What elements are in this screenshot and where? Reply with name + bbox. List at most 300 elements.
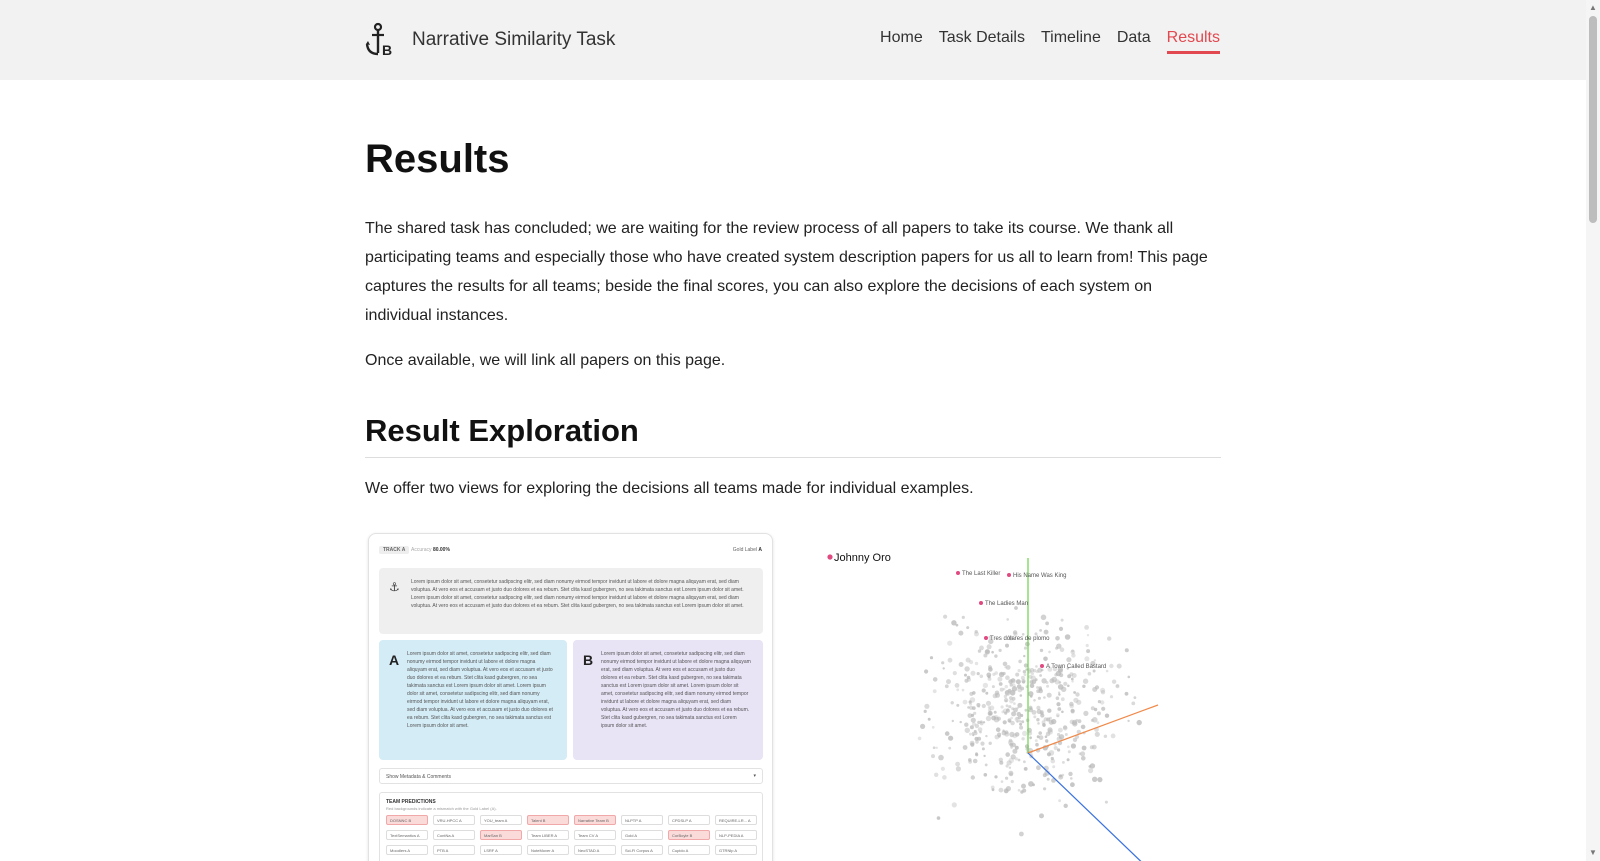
nav-link-timeline[interactable]: Timeline <box>1040 29 1101 46</box>
embedding-point <box>1111 734 1116 739</box>
embedding-point <box>1001 780 1004 783</box>
embedding-point <box>1042 723 1046 727</box>
embedding-point <box>996 727 1001 732</box>
embedding-point <box>1022 731 1027 736</box>
embedding-point <box>1051 677 1057 683</box>
embedding-point <box>1021 679 1025 683</box>
embedding-point <box>1068 772 1072 776</box>
embedding-point <box>1005 644 1009 648</box>
embedding-point <box>1031 675 1036 680</box>
embedding-point <box>966 626 969 629</box>
embedding-point <box>924 704 929 709</box>
embedding-point <box>1048 651 1051 654</box>
embedding-point <box>1010 746 1013 749</box>
embedding-point <box>989 742 992 745</box>
embedding-point <box>1066 657 1071 662</box>
gold-label: Gold Label A <box>732 547 762 553</box>
embedding-point <box>986 673 991 678</box>
story-point-label: The Last Killer <box>962 571 1001 577</box>
embedding-point <box>1036 718 1039 721</box>
embedding-point <box>988 677 992 681</box>
embedding-point <box>999 649 1002 652</box>
embedding-point <box>1083 711 1088 716</box>
embedding-point <box>1028 691 1033 696</box>
embedding-point <box>947 641 952 646</box>
embedding-point <box>1071 710 1075 714</box>
embedding-point <box>971 775 975 779</box>
chevron-down-icon: ▾ <box>753 773 756 779</box>
embedding-point <box>1033 669 1036 672</box>
embedding-point <box>987 644 992 649</box>
embedding-point <box>1029 736 1032 739</box>
embedding-point <box>988 665 992 669</box>
embedding-scatter-plot[interactable] <box>813 533 1221 861</box>
embedding-point <box>1036 686 1039 689</box>
embedding-point <box>955 683 960 688</box>
nav-link-results[interactable]: Results <box>1167 29 1220 54</box>
embedding-point <box>972 734 974 736</box>
embedding-point <box>1094 659 1096 661</box>
intro-paragraph: The shared task has concluded; we are waiting for the review process of all papers to take its course. We thank all participating teams and especially those who have created system description papers for us all to learn from! This page captures the results for all teams; beside the final scores, you can also explore the decisions of each system on individual instances. <box>365 220 1208 324</box>
embedding-point <box>1039 629 1042 632</box>
embedding-point <box>1013 708 1018 713</box>
embedding-point <box>1054 746 1058 750</box>
anchor-b-icon <box>365 22 397 58</box>
team-prediction-chip: MarSan B <box>480 830 522 840</box>
embedding-3d-view[interactable] <box>813 533 1221 861</box>
embedding-point <box>1043 696 1046 699</box>
embedding-point <box>1046 685 1049 688</box>
embedding-point <box>1009 739 1013 743</box>
embedding-point <box>933 746 936 749</box>
embedding-point <box>951 701 954 704</box>
embedding-point <box>1023 760 1026 763</box>
embedding-point <box>1065 634 1071 640</box>
option-a-letter: A <box>389 652 400 668</box>
embedding-point <box>964 674 967 677</box>
embedding-point <box>1045 622 1049 626</box>
highlighted-story-point <box>827 554 832 559</box>
embedding-point <box>1030 680 1034 684</box>
embedding-point <box>991 651 994 654</box>
scrollbar-thumb[interactable] <box>1589 16 1597 223</box>
embedding-point <box>1037 709 1042 714</box>
embedding-point <box>1024 647 1027 650</box>
embedding-point <box>1095 732 1100 737</box>
nav-link-task-details[interactable]: Task Details <box>938 29 1025 46</box>
embedding-point <box>1025 709 1028 712</box>
site-title: Narrative Similarity Task <box>412 29 616 50</box>
option-b-text: Lorem ipsum dolor sit amet, consetetur sadipscing elitr, sed diam nonumy eirmod tempor invidunt ut labore et dolore magna aliquyam erat, sed diam voluptua. At vero eos et accusam et justo duo dolores et ea rebum. Stet clita kasd gubergren, no sea takimata sanctus est Lorem ipsum dolor sit amet. Lorem ipsum dolor sit amet, consetetur sadipscing elitr, sed diam nonumy eirmod tempor invidunt ut labore et dolore magna aliquyam erat, sed diam voluptua. At vero eos et accusam et justo duo dolores et ea rebum. Stet clita kasd gubergren, no sea takimata sanctus est Lorem ipsum dolor sit amet. <box>601 651 751 729</box>
embedding-point <box>1131 702 1135 706</box>
embedding-point <box>1134 696 1137 699</box>
story-point-label: The Ladies Man <box>985 601 1029 607</box>
embedding-point <box>1045 740 1048 743</box>
embedding-point <box>969 703 972 706</box>
embedding-point <box>969 733 972 736</box>
embedding-point <box>999 672 1004 677</box>
embedding-point <box>1010 683 1013 686</box>
embedding-point <box>1010 678 1015 683</box>
embedding-point <box>1070 782 1075 787</box>
main-nav <box>864 29 1220 54</box>
embedding-point <box>1031 672 1034 675</box>
team-prediction-chip: ContNa A <box>433 830 475 840</box>
embedding-point <box>995 691 999 695</box>
embedding-point <box>1047 752 1051 756</box>
embedding-point <box>1097 721 1100 724</box>
embedding-point <box>936 747 938 749</box>
embedding-point <box>999 761 1003 765</box>
embedding-point <box>1071 743 1076 748</box>
embedding-point <box>1002 730 1004 732</box>
embedding-point <box>1012 749 1017 754</box>
embedding-point <box>1012 733 1017 738</box>
team-prediction-chip: Gold A <box>621 830 663 840</box>
scroll-up-arrow-icon[interactable]: ▲ <box>1589 3 1597 12</box>
embedding-point <box>930 656 933 659</box>
embedding-point <box>1005 685 1008 688</box>
embedding-point <box>1035 632 1038 635</box>
embedding-point <box>1125 648 1129 652</box>
embedding-point <box>1105 801 1108 804</box>
embedding-point <box>1039 674 1042 677</box>
metadata-toggle[interactable] <box>379 768 763 784</box>
team-prediction-chip: GTRNlp A <box>715 845 757 855</box>
embedding-point <box>973 759 978 764</box>
embedding-point <box>972 722 976 726</box>
embedding-point <box>1061 711 1064 714</box>
embedding-point <box>1038 731 1042 735</box>
embedding-point <box>1046 718 1050 722</box>
embedding-point <box>1023 670 1026 673</box>
embedding-point <box>1081 756 1086 761</box>
embedding-point <box>972 691 976 695</box>
team-predictions-panel <box>379 792 763 861</box>
embedding-point <box>1071 678 1074 681</box>
embedding-point <box>1088 768 1093 773</box>
embedding-point <box>994 671 998 675</box>
embedding-point <box>1035 665 1038 668</box>
embedding-point <box>1015 757 1018 760</box>
embedding-point <box>920 724 925 729</box>
embedding-point <box>932 726 935 729</box>
embedding-point <box>1022 789 1026 793</box>
embedding-point <box>931 754 935 758</box>
embedding-point <box>1086 649 1090 653</box>
embedding-point <box>988 706 991 709</box>
embedding-point <box>956 688 959 691</box>
embedding-point <box>1036 765 1041 770</box>
embedding-point <box>955 762 960 767</box>
main-content <box>365 80 1221 853</box>
embedding-point <box>1094 708 1097 711</box>
embedding-point <box>1039 686 1042 689</box>
embedding-point <box>1006 618 1009 621</box>
embedding-point <box>1101 707 1105 711</box>
embedding-point <box>1004 789 1008 793</box>
embedding-point <box>1062 761 1065 764</box>
embedding-point <box>986 701 991 706</box>
story-point-label: Johnny Oro <box>834 552 891 564</box>
highlighted-story-point <box>979 601 983 605</box>
embedding-point <box>1043 657 1048 662</box>
embedding-point <box>1048 729 1053 734</box>
team-prediction-chip: Team CV A <box>574 830 616 840</box>
embedding-point <box>999 788 1004 793</box>
embedding-point <box>1100 688 1105 693</box>
embedding-point <box>1020 694 1023 697</box>
embedding-point <box>934 773 938 777</box>
embedding-point <box>1018 759 1021 762</box>
scroll-down-arrow-icon[interactable]: ▼ <box>1589 848 1597 857</box>
embedding-point <box>952 802 957 807</box>
embedding-point <box>1044 630 1048 634</box>
embedding-point <box>959 662 964 667</box>
embedding-point <box>1056 702 1060 706</box>
embedding-point <box>960 721 962 723</box>
embedding-point <box>933 677 938 682</box>
embedding-point <box>1075 692 1079 696</box>
embedding-point <box>1057 733 1060 736</box>
embedding-point <box>1095 685 1099 689</box>
embedding-point <box>994 711 997 714</box>
embedding-point <box>1073 691 1076 694</box>
embedding-point <box>938 755 944 761</box>
embedding-point <box>1021 784 1026 789</box>
embedding-point <box>1013 630 1017 634</box>
embedding-point <box>985 764 988 767</box>
embedding-point <box>1104 735 1107 738</box>
embedding-point <box>997 677 1002 682</box>
embedding-point <box>1009 767 1011 769</box>
embedding-point <box>1063 725 1067 729</box>
embedding-point <box>945 684 949 688</box>
embedding-point <box>978 649 981 652</box>
embedding-point <box>1010 717 1013 720</box>
embedding-point <box>924 710 927 713</box>
embedding-point <box>983 683 988 688</box>
embedding-point <box>941 661 944 664</box>
embedding-point <box>1073 738 1077 742</box>
embedding-point <box>1106 670 1109 673</box>
metadata-toggle-label: Show Metadata & Comments <box>386 774 452 780</box>
page-scrollbar[interactable] <box>1586 0 1600 861</box>
embedding-point <box>1070 720 1075 725</box>
embedding-point <box>948 747 951 750</box>
embedding-point <box>1040 649 1043 652</box>
embedding-point <box>1086 644 1089 647</box>
embedding-point <box>1020 714 1023 717</box>
embedding-point <box>1013 702 1016 705</box>
embedding-point <box>1059 673 1063 677</box>
nav-link-home[interactable]: Home <box>880 29 923 46</box>
instance-viewer-preview[interactable] <box>368 533 773 861</box>
embedding-point <box>968 713 973 718</box>
embedding-point <box>1070 777 1073 780</box>
embedding-point <box>984 773 988 777</box>
embedding-point <box>1057 707 1061 711</box>
embedding-point <box>1006 704 1009 707</box>
accuracy-label: Accuracy 80.00% <box>411 547 450 553</box>
embedding-point <box>1016 679 1021 684</box>
embedding-point <box>985 692 988 695</box>
embedding-point <box>945 731 950 736</box>
team-prediction-chip: NLPTP A <box>621 815 663 825</box>
embedding-point <box>1008 705 1011 708</box>
embedding-point <box>1064 804 1068 808</box>
team-predictions-subtitle: Red backgrounds indicate a mismatch with the Gold Label (A). <box>386 806 497 811</box>
embedding-point <box>1001 705 1004 708</box>
embedding-point <box>1110 695 1113 698</box>
embedding-point <box>975 630 978 633</box>
embedding-point <box>989 713 992 716</box>
story-point-label: His Name Was King <box>1013 573 1067 579</box>
embedding-point <box>1005 700 1007 702</box>
team-prediction-chip: YOU_team A <box>480 815 522 825</box>
embedding-point <box>963 700 968 705</box>
embedding-point <box>980 742 984 746</box>
team-prediction-chip: Moodlers A <box>386 845 428 855</box>
anchor-story-box <box>379 568 763 634</box>
embedding-point <box>1059 681 1062 684</box>
anchor-story-text: Lorem ipsum dolor sit amet, consetetur sadipscing elitr, sed diam nonumy eirmod tempor invidunt ut labore et dolore magna aliquyam erat, sed diam voluptua. At vero eos et accusam et justo duo dolores et ea rebum. Stet clita kasd gubergren, no sea takimata sanctus est Lorem ipsum dolor sit amet. Lorem ipsum dolor sit amet, consetetur sadipscing elitr, sed diam nonumy eirmod tempor invidunt ut labore et dolore magna aliquyam erat, sed diam voluptua. At vero eos et accusam et justo duo dolores et ea rebum. Stet clita kasd gubergren, no sea takimata sanctus est Lorem ipsum dolor sit amet. <box>411 579 744 609</box>
embedding-point <box>1059 774 1062 777</box>
embedding-point <box>1024 767 1028 771</box>
embedding-point <box>969 660 973 664</box>
team-prediction-chip: Cupido A <box>668 845 710 855</box>
embedding-point <box>971 671 976 676</box>
embedding-point <box>1088 672 1092 676</box>
embedding-point <box>1056 713 1060 717</box>
embedding-point <box>1036 670 1039 673</box>
embedding-point <box>1090 763 1095 768</box>
embedding-point <box>1100 700 1104 704</box>
team-prediction-chip: Narrative Team B <box>574 815 616 825</box>
embedding-point <box>937 816 941 820</box>
embedding-point <box>1035 739 1038 742</box>
embedding-point <box>971 718 976 723</box>
embedding-point <box>956 704 959 707</box>
nav-link-data[interactable]: Data <box>1116 29 1151 46</box>
svg-text:B: B <box>382 42 393 58</box>
embedding-point <box>978 727 983 732</box>
embedding-point <box>1116 684 1119 687</box>
embedding-point <box>1030 683 1035 688</box>
embedding-point <box>1112 680 1116 684</box>
viewer-top-bar <box>379 542 762 556</box>
embedding-point <box>965 728 970 733</box>
embedding-point <box>1067 746 1070 749</box>
embedding-point <box>933 689 937 693</box>
embedding-point <box>1046 681 1049 684</box>
embedding-point <box>977 672 980 675</box>
embedding-point <box>988 708 991 711</box>
embedding-point <box>1137 720 1142 725</box>
embedding-point <box>1040 713 1044 717</box>
embedding-point <box>1043 787 1046 790</box>
embedding-point <box>941 767 945 771</box>
embedding-point <box>1059 627 1063 631</box>
embedding-point <box>1029 708 1033 712</box>
team-prediction-chip: VRU-HPCC A <box>433 815 475 825</box>
embedding-point <box>1024 663 1028 667</box>
brand[interactable] <box>365 22 615 58</box>
embedding-point <box>918 737 922 741</box>
embedding-point <box>1083 679 1088 684</box>
embedding-point <box>943 615 947 619</box>
section-title-result-exploration: Result Exploration <box>365 413 1221 458</box>
embedding-point <box>986 716 991 721</box>
embedding-point <box>1019 726 1023 730</box>
embedding-point <box>970 725 974 729</box>
embedding-point <box>994 775 997 778</box>
team-prediction-chip: NLP-PEDIA A <box>715 830 757 840</box>
team-prediction-chip: DOSNNC B <box>386 815 428 825</box>
embedding-point <box>1051 719 1056 724</box>
embedding-point <box>1067 758 1070 761</box>
embedding-point <box>992 788 995 791</box>
embedding-point <box>1090 745 1094 749</box>
embedding-point <box>1019 723 1022 726</box>
team-prediction-chip: Team LIBER A <box>527 830 569 840</box>
embedding-point <box>1005 752 1010 757</box>
embedding-point <box>992 685 995 688</box>
embedding-point <box>1087 634 1089 636</box>
embedding-point <box>975 737 979 741</box>
embedding-point <box>1003 688 1006 691</box>
embedding-point <box>1072 673 1077 678</box>
embedding-point <box>962 689 965 692</box>
embedding-point <box>1039 813 1044 818</box>
embedding-point <box>999 682 1003 686</box>
embedding-point <box>1004 666 1006 668</box>
embedding-point <box>1021 720 1024 723</box>
team-prediction-chip: CPDSLP A <box>668 815 710 825</box>
embedding-point <box>1004 695 1007 698</box>
embedding-point <box>943 667 945 669</box>
embedding-point <box>1023 655 1025 657</box>
embedding-point <box>1055 647 1058 650</box>
section-description: We offer two views for exploring the decisions all teams made for individual examples. <box>365 480 974 497</box>
embedding-point <box>975 662 978 665</box>
embedding-point <box>1009 743 1013 747</box>
track-badge: TRACK A <box>379 546 409 554</box>
embedding-point <box>1082 685 1085 688</box>
embedding-point <box>1109 664 1113 668</box>
embedding-point <box>1006 764 1009 767</box>
embedding-point <box>946 679 951 684</box>
embedding-point <box>924 669 928 673</box>
embedding-point <box>948 736 953 741</box>
embedding-point <box>1105 714 1109 718</box>
embedding-point <box>1010 721 1014 725</box>
embedding-point <box>1084 656 1089 661</box>
embedding-point <box>1071 650 1074 653</box>
embedding-point <box>1009 773 1013 777</box>
embedding-point <box>1047 778 1050 781</box>
embedding-point <box>958 631 963 636</box>
team-prediction-chip: CorBoyle B <box>668 830 710 840</box>
embedding-point <box>1097 777 1102 782</box>
embedding-point <box>1028 781 1034 787</box>
embedding-point <box>956 624 959 627</box>
embedding-point <box>975 752 978 755</box>
team-prediction-chip: NeoSTAD A <box>574 845 616 855</box>
embedding-point <box>1005 777 1008 780</box>
team-prediction-chip: Sci-Fi Corpus A <box>621 845 663 855</box>
embedding-point <box>1076 700 1081 705</box>
